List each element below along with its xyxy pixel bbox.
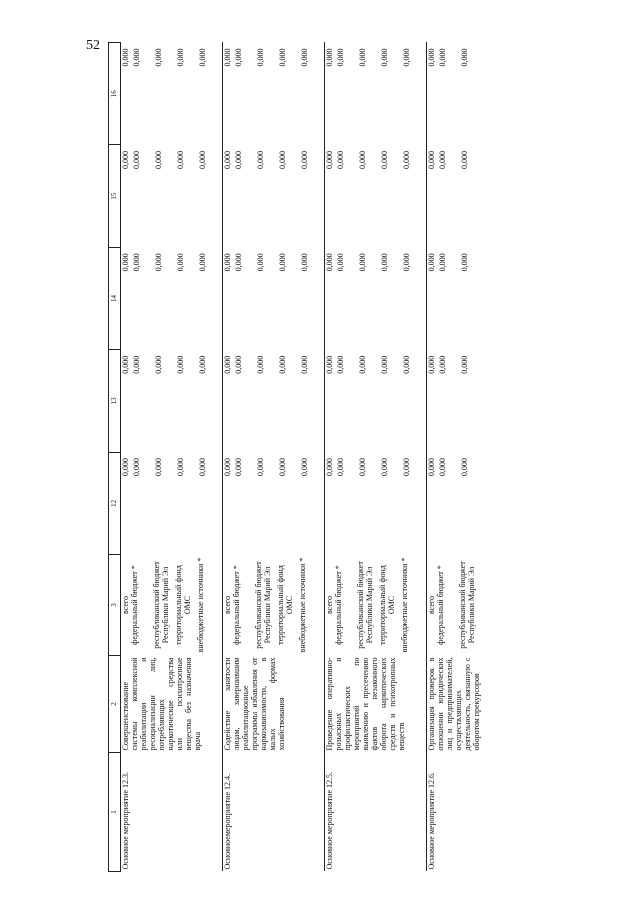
measure-id: Основное мероприятие 12.6. — [427, 753, 485, 872]
year-column-values — [121, 145, 223, 247]
amount-value: 0,000 — [154, 458, 163, 477]
amount-value: 0,000 — [176, 458, 185, 477]
amount-value: 0,000 — [460, 458, 469, 477]
amount-value: 0,000 — [223, 355, 232, 374]
amount-value: 0,000 — [256, 458, 265, 477]
amount-value: 0,000 — [278, 355, 287, 374]
amount-value: 0,000 — [325, 458, 334, 477]
measure-description: Совершенствование системы комплексной реабилитации и ресоциализации лиц, потребляющих наркотические средства или психотропные вещества без назначения врача — [121, 657, 202, 751]
amount-value: 0,000 — [198, 458, 207, 477]
funding-source-label: федеральный бюджет * — [129, 565, 139, 645]
amount-value: 0,000 — [198, 253, 207, 272]
year-column-values — [121, 247, 223, 349]
rotated-table-page — [108, 42, 594, 872]
amount-value: 0,000 — [223, 48, 232, 67]
funding-source-label: всего — [427, 596, 436, 615]
amount-value: 0,000 — [336, 48, 345, 67]
amount-value: 0,000 — [336, 458, 345, 477]
amount-value: 0,000 — [121, 253, 130, 272]
funding-source-label: всего — [121, 596, 130, 615]
measure-description: Содействие занятости лицам, завершившим реабилитационные программы избавления от наркозависимости, в малых формах хозяйствования — [223, 656, 325, 753]
funding-source-label: всего — [223, 596, 232, 615]
year-column-values — [427, 247, 485, 349]
funding-source-label: федеральный бюджет * — [231, 565, 241, 645]
amount-value: 0,000 — [438, 355, 447, 374]
amount-value: 0,000 — [380, 253, 389, 272]
year-column-values — [223, 145, 325, 247]
amount-value: 0,000 — [427, 48, 436, 67]
amount-value: 0,000 — [300, 150, 309, 169]
amount-value: 0,000 — [402, 355, 411, 374]
measure-description: Проведение оперативно-розыскных и профилактических мероприятий по выявлению и пресечению фактов незаконного оборота наркотических средств и психотропных веществ — [325, 656, 427, 753]
amount-value: 0,000 — [300, 458, 309, 477]
year-column-values — [325, 247, 427, 349]
year-column-values — [223, 247, 325, 349]
year-column-values — [325, 350, 427, 452]
col-header-2: 2 — [109, 656, 121, 753]
amount-value: 0,000 — [380, 150, 389, 169]
amount-value: 0,000 — [402, 48, 411, 67]
amount-value: 0,000 — [438, 150, 447, 169]
amount-value: 0,000 — [234, 458, 243, 477]
amount-value: 0,000 — [234, 150, 243, 169]
amount-value: 0,000 — [358, 458, 367, 477]
measure-id: Основноемероприятие 12.4. — [223, 753, 325, 872]
amount-value: 0,000 — [132, 150, 141, 169]
amount-value: 0,000 — [176, 48, 185, 67]
funding-source-label: территориальный фонд ОМС — [275, 565, 294, 645]
funding-sources — [427, 555, 485, 656]
col-header-14: 14 — [109, 247, 121, 349]
year-column-values — [121, 43, 223, 145]
year-column-values — [223, 350, 325, 452]
amount-value: 0,000 — [325, 355, 334, 374]
amount-value: 0,000 — [121, 48, 130, 67]
year-column-values — [325, 43, 427, 145]
amount-value: 0,000 — [300, 48, 309, 67]
page-number: 52 — [86, 38, 100, 53]
year-column-values — [427, 350, 485, 452]
funding-source-label: федеральный бюджет * — [333, 565, 343, 645]
amount-value: 0,000 — [198, 150, 207, 169]
amount-value: 0,000 — [198, 355, 207, 374]
year-column-values — [223, 452, 325, 554]
amount-value: 0,000 — [300, 253, 309, 272]
amount-value: 0,000 — [234, 48, 243, 67]
amount-value: 0,000 — [460, 355, 469, 374]
amount-value: 0,000 — [223, 253, 232, 272]
amount-value: 0,000 — [256, 150, 265, 169]
year-column-values — [325, 145, 427, 247]
funding-source-label: республиканский бюджет Республики Марий Эл — [355, 561, 374, 649]
funding-source-label: территориальный фонд ОМС — [173, 565, 192, 645]
measure-id: Основное мероприятие 12.5. — [325, 753, 427, 872]
amount-value: 0,000 — [256, 253, 265, 272]
measure-id: Основное мероприятие 12.3. — [121, 772, 130, 870]
header-row — [109, 43, 121, 872]
amount-value: 0,000 — [223, 458, 232, 477]
amount-value: 0,000 — [380, 48, 389, 67]
amount-value: 0,000 — [402, 253, 411, 272]
funding-source-label: федеральный бюджет * — [435, 565, 445, 645]
col-header-16: 16 — [109, 43, 121, 145]
amount-value: 0,000 — [256, 355, 265, 374]
amount-value: 0,000 — [154, 48, 163, 67]
amount-value: 0,000 — [154, 150, 163, 169]
table-row — [223, 43, 325, 872]
amount-value: 0,000 — [121, 458, 130, 477]
amount-value: 0,000 — [358, 253, 367, 272]
amount-value: 0,000 — [380, 355, 389, 374]
amount-value: 0,000 — [278, 48, 287, 67]
amount-value: 0,000 — [121, 355, 130, 374]
funding-source-label: внебюджетные источники * — [399, 557, 409, 653]
amount-value: 0,000 — [438, 458, 447, 477]
amount-value: 0,000 — [438, 253, 447, 272]
amount-value: 0,000 — [460, 48, 469, 67]
amount-value: 0,000 — [402, 458, 411, 477]
table-row — [121, 43, 223, 872]
col-header-13: 13 — [109, 350, 121, 452]
amount-value: 0,000 — [336, 253, 345, 272]
year-column-values — [121, 350, 223, 452]
funding-sources — [121, 555, 223, 656]
col-header-15: 15 — [109, 145, 121, 247]
amount-value: 0,000 — [325, 48, 334, 67]
amount-value: 0,000 — [154, 253, 163, 272]
year-column-values — [223, 43, 325, 145]
col-header-1: 1 — [109, 753, 121, 872]
amount-value: 0,000 — [198, 48, 207, 67]
amount-value: 0,000 — [132, 48, 141, 67]
amount-value: 0,000 — [256, 48, 265, 67]
year-column-values — [427, 145, 485, 247]
amount-value: 0,000 — [460, 150, 469, 169]
table-body — [121, 43, 485, 872]
funding-source-label: территориальный фонд ОМС — [377, 565, 396, 645]
year-column-values — [325, 452, 427, 554]
amount-value: 0,000 — [132, 458, 141, 477]
amount-value: 0,000 — [223, 150, 232, 169]
amount-value: 0,000 — [278, 150, 287, 169]
amount-value: 0,000 — [358, 355, 367, 374]
year-column-values — [427, 452, 485, 554]
amount-value: 0,000 — [402, 150, 411, 169]
year-column-values — [121, 452, 223, 554]
amount-value: 0,000 — [427, 150, 436, 169]
funding-sources — [325, 555, 427, 656]
amount-value: 0,000 — [336, 150, 345, 169]
funding-source-label: республиканский бюджет Республики Марий Эл — [253, 561, 272, 649]
amount-value: 0,000 — [358, 150, 367, 169]
amount-value: 0,000 — [427, 355, 436, 374]
table-row — [325, 43, 427, 872]
amount-value: 0,000 — [154, 355, 163, 374]
table-row — [427, 43, 485, 872]
funding-source-label: республиканский бюджет Республики Марий Эл — [151, 561, 170, 649]
amount-value: 0,000 — [278, 458, 287, 477]
amount-value: 0,000 — [132, 253, 141, 272]
funding-source-label: всего — [325, 596, 334, 615]
col-header-12: 12 — [109, 452, 121, 554]
year-column-values — [427, 43, 485, 145]
col-header-3: 3 — [109, 555, 121, 656]
amount-value: 0,000 — [300, 355, 309, 374]
amount-value: 0,000 — [325, 150, 334, 169]
amount-value: 0,000 — [132, 355, 141, 374]
amount-value: 0,000 — [380, 458, 389, 477]
funding-source-label: республиканский бюджет Республики Марий Эл — [457, 561, 476, 649]
amount-value: 0,000 — [358, 48, 367, 67]
amount-value: 0,000 — [325, 253, 334, 272]
amount-value: 0,000 — [234, 253, 243, 272]
amount-value: 0,000 — [438, 48, 447, 67]
amount-value: 0,000 — [278, 253, 287, 272]
amount-value: 0,000 — [176, 150, 185, 169]
amount-value: 0,000 — [460, 253, 469, 272]
amount-value: 0,000 — [176, 355, 185, 374]
amount-value: 0,000 — [176, 253, 185, 272]
funding-source-label: внебюджетные источники * — [297, 557, 307, 653]
amount-value: 0,000 — [427, 253, 436, 272]
funding-source-label: внебюджетные источники * — [195, 557, 205, 653]
amount-value: 0,000 — [427, 458, 436, 477]
funding-sources — [223, 555, 325, 656]
amount-value: 0,000 — [234, 355, 243, 374]
amount-value: 0,000 — [336, 355, 345, 374]
measure-description: Организация проверок в отношении юридических лиц и предпринимателей, осуществляющих деятельность, связанную с оборотом прекурсоров — [427, 656, 485, 753]
budget-table — [108, 42, 484, 872]
amount-value: 0,000 — [121, 150, 130, 169]
